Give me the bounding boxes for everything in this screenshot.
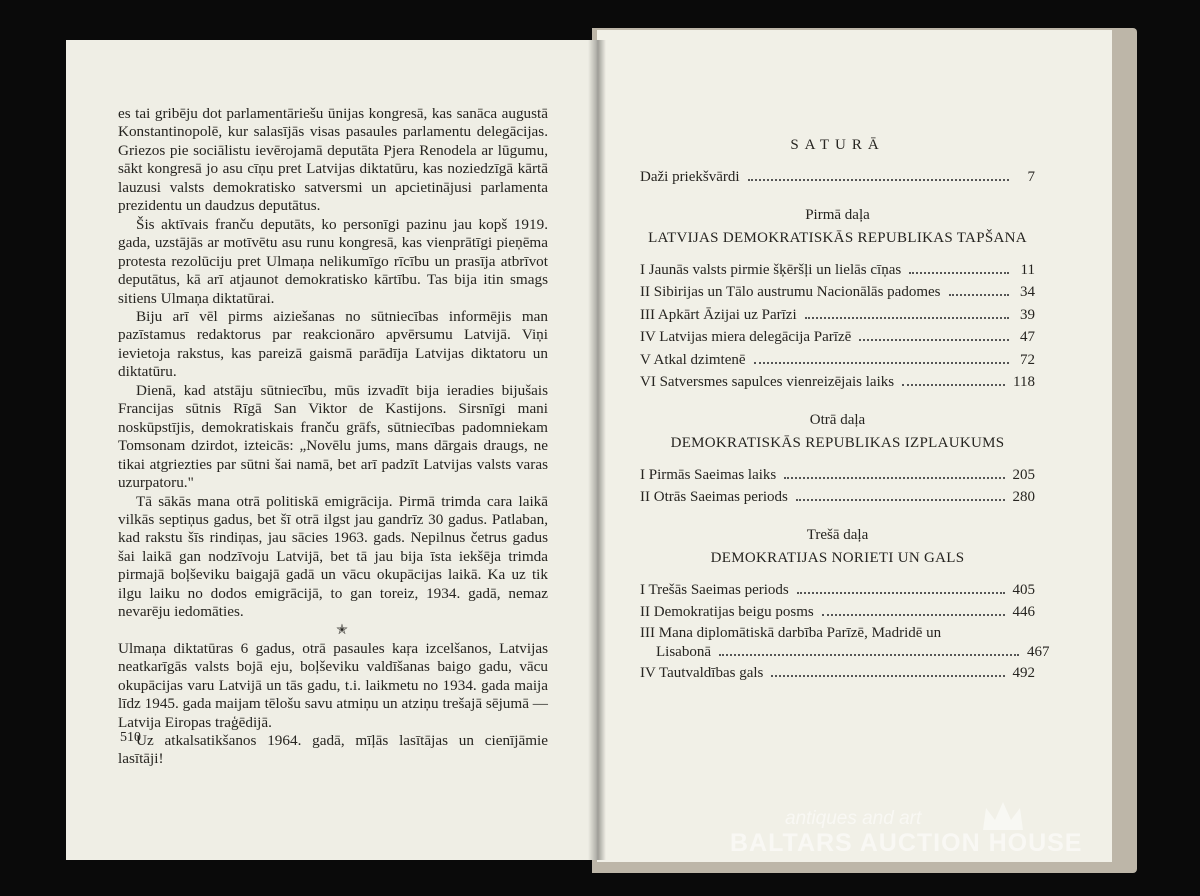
- dot-leader: [949, 294, 1010, 296]
- toc-entry-page: 405: [1012, 581, 1035, 598]
- watermark-tagline: antiques and art: [785, 808, 922, 829]
- paragraph: Dienā, kad atstāju sūtniecību, mūs izvadīt bija ieradies bijušais Francijas sūtnis Rīgā San Viktor de Kastijons. Sirsnīgi mani noskūpstījis, demokratiskais franču grāfs, sūtniecības padomniekam Tomsonam dzirdot, izteicās: „Novēlu jums, mans dārgais draugs, ne tikai atgriezties par sūtni šai namā, bet arī padzīt Latvijas valsts varas uzurpatoru.": [118, 381, 548, 492]
- toc-entry-label: II Demokratijas beigu posms: [640, 604, 814, 620]
- toc-entry: [640, 486, 1035, 509]
- toc-entry: [640, 326, 1035, 349]
- toc-entry-page: 7: [1027, 169, 1035, 185]
- toc-entry-page: 47: [1020, 329, 1035, 345]
- toc-entry: [640, 281, 1035, 304]
- dot-leader: [784, 477, 1004, 479]
- dot-leader: [796, 499, 1005, 501]
- dot-leader: [902, 384, 1005, 386]
- toc-entry-page: 467: [1026, 643, 1050, 660]
- left-page-text: [118, 105, 548, 769]
- toc-entry-label: VI Satversmes sapulces vienreizējais laiks: [640, 374, 895, 390]
- toc-entry-label: IV Latvijas miera delegācija Parīzē: [640, 329, 852, 345]
- dot-leader: [719, 654, 1019, 656]
- book-gutter: [588, 40, 606, 860]
- toc-entry: [640, 304, 1035, 327]
- toc-entry-page: 492: [1012, 664, 1035, 681]
- toc-entry-label: II Otrās Saeimas periods: [640, 489, 788, 505]
- toc-entry: [640, 259, 1035, 282]
- dot-leader: [748, 179, 1009, 181]
- paragraph: Uz atkalsatikšanos 1964. gadā, mīļās lasītājas un cienījāmie lasītāji!: [118, 731, 548, 768]
- toc-entry: [640, 642, 1050, 662]
- dot-leader: [797, 592, 1005, 594]
- toc-entry: [640, 601, 1035, 624]
- toc-title: SATURĀ: [790, 137, 885, 153]
- dot-leader: [805, 317, 1009, 319]
- part-title: DEMOKRATIJAS NORIETI UN GALS: [710, 549, 965, 566]
- watermark-brand: BALTARS AUCTION HOUSE: [730, 829, 1083, 857]
- toc-entry-label: V Atkal dzimtenē: [640, 351, 746, 368]
- dot-leader: [822, 614, 1005, 616]
- toc-entry-label: IV Tautvaldības gals: [640, 664, 764, 681]
- part-label: Pirmā daļa: [805, 206, 870, 223]
- toc-entry-page: 34: [1020, 284, 1035, 300]
- toc-entry: [640, 662, 1035, 685]
- toc-entry-page: 205: [1012, 466, 1035, 483]
- table-of-contents: [640, 130, 1050, 684]
- toc-entry: [640, 624, 1035, 642]
- page-number: 510: [120, 730, 141, 745]
- part-label: Otrā daļa: [809, 411, 866, 428]
- paragraph: es tai gribēju dot parlamentāriešu ūnijas kongresā, kas sanāca augustā Konstantinopolē, kur salasījās visas pasaules parlamentu delegācijas. Griezos pie sociālistu ievērojamā deputāta Pjera Renodela ar lūgumu, sākt kongresā jo asu cīņu pret Latvijas diktatūru, kas noziedzīgā kārtā lauzusi valsts demokratisko satversmi un apcietinājusi parlamenta prezidentu un daudzus deputātus.: [118, 105, 548, 215]
- toc-entry-label: III Apkārt Āzijai uz Parīzi: [640, 306, 797, 323]
- paragraph: Šis aktīvais franču deputāts, ko personīgi pazinu jau kopš 1919. gada, uzstājās ar motīvētu asu runu kongresā, kas vienprātīgi pieņēma protesta rezolūciju pret Ulmaņa nelikumīgo rīcību un prasīja atbrīvot deputātus, kā arī atjaunot demokratisko kārtību. Tas bija itin smags sitiens Ulmaņa diktatūrai.: [118, 215, 548, 307]
- toc-entry-page: 446: [1012, 604, 1035, 620]
- toc-entry: [640, 349, 1035, 372]
- paragraph: Ulmaņa diktatūras 6 gadus, otrā pasaules kaŗa izcelšanos, Latvijas neatkarīgās valsts bojā eju, boļševiku valdīšanas baigo gadu, vācu okupācijas varu Latvijā un tās gadu, t.i. laikmetu no 1934. gada maija līdz 1945. gada maijam tēlošu savu atmiņu un atziņu trešajā sējumā — Latvija Eiropas traģēdijā.: [118, 639, 548, 731]
- toc-entry-page: 11: [1020, 261, 1035, 278]
- toc-entry: [640, 579, 1035, 602]
- toc-entry-page: 39: [1020, 306, 1035, 323]
- toc-entry-page: 72: [1020, 351, 1035, 368]
- dot-leader: [859, 339, 1009, 341]
- dot-leader: [754, 362, 1009, 364]
- toc-entry-label: I Trešās Saeimas periods: [640, 581, 789, 598]
- toc-entry: [640, 166, 1035, 189]
- watermark: [730, 800, 1130, 870]
- toc-entry-label-continued: Lisabonā: [656, 643, 711, 660]
- toc-entry: [640, 371, 1035, 394]
- part-title: DEMOKRATISKĀS REPUBLIKAS IZPLAUKUMS: [670, 434, 1005, 451]
- part-label: Trešā daļa: [806, 526, 869, 543]
- dot-leader: [909, 272, 1009, 274]
- toc-entry-label: Daži priekšvārdi: [640, 169, 740, 185]
- toc-entry-label: II Sibirijas un Tālo austrumu Nacionālās padomes: [640, 284, 941, 300]
- paragraph: Tā sākās mana otrā politiskā emigrācija. Pirmā trimda cara laikā vilkās septiņus gadus, bet šī otrā ilgst jau gandrīz 30 gadus. Patlaban, kad rakstu šīs rindiņas, jau sācies 1963. gads. Nepilnus četrus gadus šai laikā gan nodzīvoju Latvijā, bet tā jau bija īsta iekšēja trimda pirmajā boļševiku baigajā gadā un vācu okupācijas laikā. Ka uz tik ilgu laiku no dodos emigrācijā, to gan toreiz, 1934. gadā, nemaz nevarēju iedomāties.: [118, 492, 548, 621]
- part-title: LATVIJAS DEMOKRATISKĀS REPUBLIKAS TAPŠANA: [648, 229, 1027, 246]
- paragraph: Biju arī vēl pirms aiziešanas no sūtniecības informējis man pazīstamus redaktorus par reakcionāro apvērsumu Latvijā. Viņi ievietoja rakstus, kas pareizā gaismā parādīja Latvijas diktatoru un diktatūru.: [118, 307, 548, 381]
- toc-entry-page: 280: [1012, 489, 1035, 505]
- toc-entry-label: I Jaunās valsts pirmie šķēršļi un lielās cīņas: [640, 261, 902, 278]
- dot-leader: [771, 675, 1004, 677]
- toc-entry-label: III Mana diplomātiskā darbība Parīzē, Madridē un: [640, 624, 942, 641]
- toc-entry-label: I Pirmās Saeimas laiks: [640, 466, 777, 483]
- toc-entry: [640, 464, 1035, 487]
- section-star: ✭: [336, 622, 348, 638]
- toc-entry-page: 118: [1013, 374, 1035, 390]
